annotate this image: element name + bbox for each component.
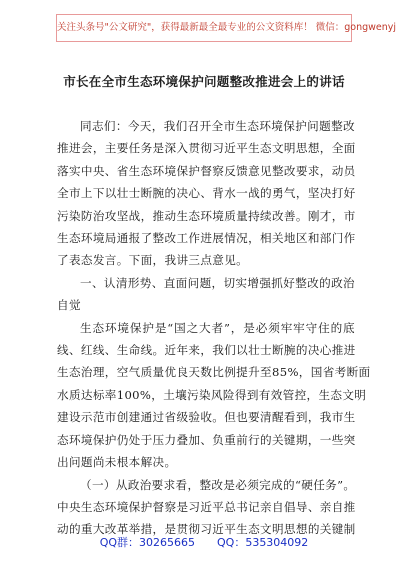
document-title: 市长在全市生态环境保护问题整改推进会上的讲话 <box>63 74 345 89</box>
body-line: 全市上下以壮士断腕的决心、背水一战的勇气，坚决打好 <box>57 186 356 201</box>
footer-qq: QQ：535304092 <box>217 536 309 549</box>
body-line: 线、红线、生命线。近年来，我们以壮士断腕的决心推进 <box>57 343 356 358</box>
footer-qq-group: QQ群：30265665 <box>99 536 195 549</box>
subheading-line: （一）从政治要求看，整改是必须完成的“硬任务”。 <box>80 477 356 492</box>
body-line: 动的重大改革举措，是贯彻习近平生态文明思想的关键制 <box>57 522 356 537</box>
body-line: 建设示范市创建通过省级验收。但也要清醒看到，我市生 <box>57 410 356 425</box>
body-line: 污染防治攻坚战，推动生态环境质量持续改善。刚才，市 <box>57 208 356 223</box>
body-line: 同志们：今天，我们召开全市生态环境保护问题整改 <box>80 119 355 133</box>
section-heading-line: 自觉 <box>57 298 81 313</box>
footer-contact <box>0 534 408 554</box>
body-line: 出问题尚未根本解决。 <box>57 455 177 470</box>
section-heading-line: 一、认清形势、直面问题，切实增强抓好整改的政治 <box>80 275 355 290</box>
document-body <box>57 115 371 541</box>
body-line: 生态治理，空气质量优良天数比例提升至85%，国省考断面 <box>57 365 371 380</box>
body-line: 了表态发言。下面，我讲三点意见。 <box>57 253 249 268</box>
body-line: 水质达标率100%，土壤污染风险得到有效管控，生态文明 <box>57 387 367 402</box>
header-banner <box>56 14 397 42</box>
body-line: 推进会，主要任务是深入贯彻习近平生态文明思想，全面 <box>57 141 356 156</box>
body-line: 中央生态环境保护督察是习近平总书记亲自倡导、亲自推 <box>57 499 356 514</box>
body-line: 生态环境局通报了整改工作进展情况，相关地区和部门作 <box>57 231 356 246</box>
body-line: 态环境保护仍处于压力叠加、负重前行的关键期，一些突 <box>57 432 356 447</box>
body-line: 落实中央、省生态环境保护督察反馈意见整改要求，动员 <box>57 163 356 178</box>
banner-text: 关注头条号"公文研究"，获得最新最全最专业的公文资料库！ 微信：gongwenyj <box>57 22 397 33</box>
body-line: 生态环境保护是“国之大者”，是必须牢牢守住的底 <box>80 320 355 335</box>
